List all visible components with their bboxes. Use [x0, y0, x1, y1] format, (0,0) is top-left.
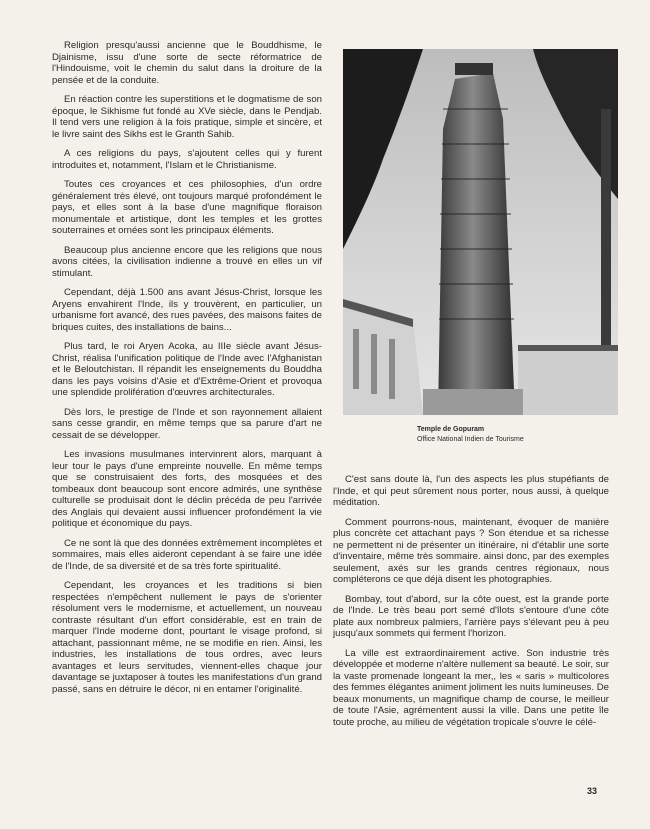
paragraph: Beaucoup plus ancienne encore que les religions que nous avons citées, la civilisation indienne a trouvé en elles un vif stimulant. — [52, 244, 322, 279]
paragraph: En réaction contre les superstitions et le dogmatisme de son époque, le Sikhisme fut fondé au XVe siècle, dans le Pendjab. Il tend vers une religion à la fois pratique, simple et sincère, et le livre saint des Sikhs est le Granth Sahib. — [52, 94, 322, 140]
paragraph: Plus tard, le roi Aryen Acoka, au IIIe siècle avant Jésus-Christ, réalisa l'unification politique de l'Inde avec l'Afghanistan et le Beloutchistan. Il répandit les enseignements du Bouddha dans les pays voisins d'Asie et d'Extrême-Orient et provoqua une splendide prolifération d'œuvres architecturales. — [52, 341, 322, 398]
caption-credit: Office National Indien de Tourisme — [417, 436, 524, 443]
caption-title: Temple de Gopuram — [417, 426, 485, 433]
paragraph: Religion presqu'aussi ancienne que le Bouddhisme, le Djainisme, issu d'une sorte de secte réformatrice de l'Hindouisme, voit le chemin du salut dans la droiture de la pensée et de la conduite. — [52, 40, 322, 86]
paragraph: Cependant, les croyances et les traditions si bien respectées n'empêchent nullement le pays de s'orienter résolument vers le modernisme, et actuellement, un nouveau contraste résultant d'un effort considérable, est en train de marquer l'Inde moderne dont, pourtant le visage profond, si attachant, passionnant même, ne se modifie en rien. Ainsi, les industries, les installations de tous ordres, avec leurs avantages et leurs servitudes, viennent-elles chaque jour davantage se juxtaposer à toutes les manifestations d'un grand passé, sans en détruire le décor, ni en entamer l'originalité. — [52, 580, 322, 695]
temple-photo — [343, 49, 618, 415]
paragraph: C'est sans doute là, l'un des aspects les plus stupéfiants de l'Inde, et qui peut sûrement nous porter, nous aussi, à quelque méditation. — [333, 474, 609, 508]
photo-caption — [417, 425, 627, 445]
right-text-column — [333, 474, 609, 736]
paragraph: Ce ne sont là que des données extrêmement incomplètes et sommaires, mais elles aideront cependant à se faire une idée de l'Inde, de sa diversité et de sa très forte spiritualité. — [52, 537, 322, 572]
paragraph: Les invasions musulmanes intervinrent alors, marquant à leur tour le pays d'une empreinte nouvelle. En même temps que se construisaient des forts, des mosquées et des tombeaux dont beaucoup sont encore admirés, une synthèse culturelle se produisait dont le déclin précéda de peu l'arrivée des Anglais qui devaient aussi influencer profondément la vie politique et économique du pays. — [52, 449, 322, 529]
paragraph: La ville est extraordinairement active. Son industrie très développée et moderne n'altère nullement sa beauté. Le soir, sur la vaste promenade longeant la mer,, les « saris » multicolores des femmes élégantes animent joliment les nuits lumineuses. De beaux monuments, un magnifique champ de course, le meilleur de toute l'Asie, agrémentent aussi la ville. Dans une petite île toute proche, au milieu de végétation tropicale s'ouvre le célé- — [333, 647, 609, 728]
paragraph: Cependant, déjà 1.500 ans avant Jésus-Christ, lorsque les Aryens envahirent l'Inde, ils y trouvèrent, en particulier, un urbanisme fort avancé, des rues pavées, des maisons faites de briques cuites, des installations de bains... — [52, 287, 322, 333]
paragraph: Comment pourrons-nous, maintenant, évoquer de manière plus concrète cet attachant pays ? Son étendue et sa richesse ne permettent ni de présenter un itinéraire, ni d'établir une sorte d'inventaire, même très sommaire. ainsi donc, par des exemples seulement, axés sur les grands centres régionaux, nous compléterons ce que déjà disent les photographies. — [333, 516, 609, 585]
paragraph: Dès lors, le prestige de l'Inde et son rayonnement allaient sans cesse grandir, en même temps que sa parure d'art ne cessait de se développer. — [52, 406, 322, 441]
left-text-column — [52, 40, 322, 703]
paragraph: A ces religions du pays, s'ajoutent celles qui y furent introduites et, notamment, l'Islam et le Christianisme. — [52, 148, 322, 171]
page-number: 33 — [587, 786, 598, 796]
paragraph: Toutes ces croyances et ces philosophies, d'un ordre généralement très élevé, ont toujours marqué profondément le pays, et elles sont à la base d'une magnifique floraison monumentale et artistique, dont les temples et les grottes souterraines et ornées sont les principaux éléments. — [52, 179, 322, 236]
paragraph: Bombay, tout d'abord, sur la côte ouest, est la grande porte de l'Inde. Le très beau port semé d'îlots s'entoure d'une côte plate aux nombreux palmiers, l'arrière pays s'élevant peu à peu jusqu'aux sommets qui ferment l'horizon. — [333, 593, 609, 639]
